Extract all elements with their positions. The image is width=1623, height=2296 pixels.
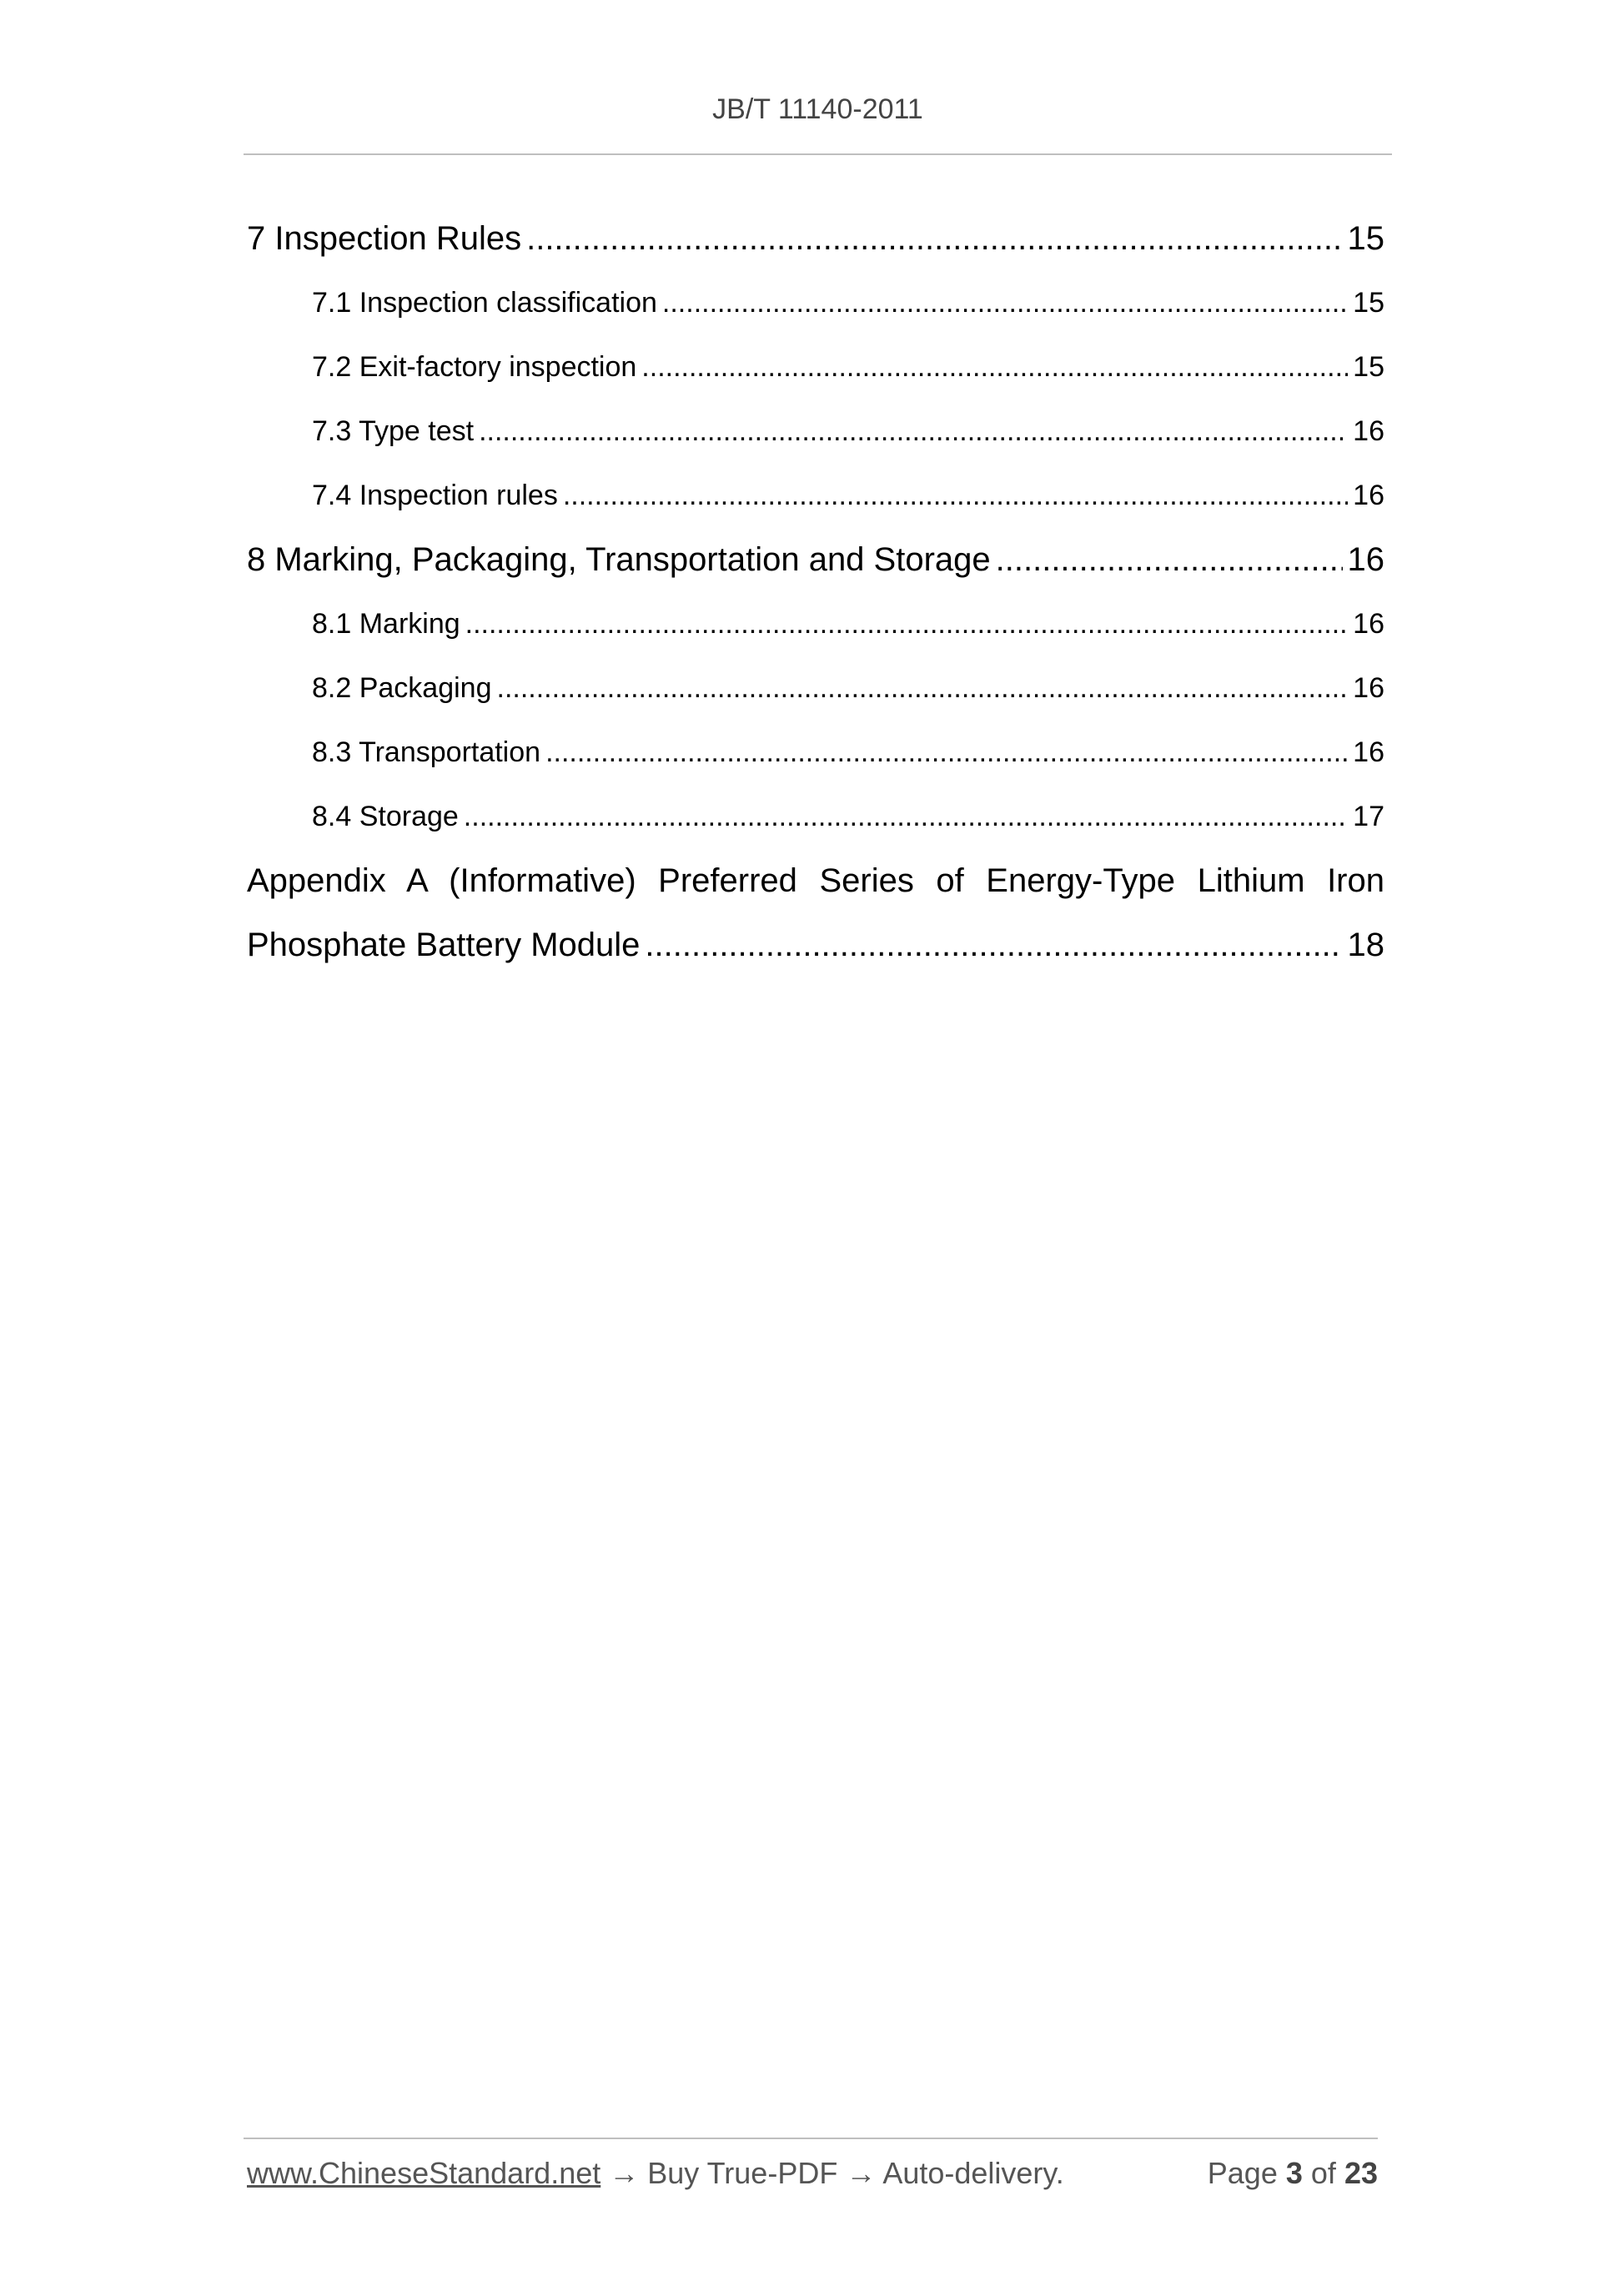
toc-entry-title: 8.2 Packaging xyxy=(312,672,492,704)
toc-entry-page: 16 xyxy=(1353,672,1384,704)
toc-entry-title: 8.1 Marking xyxy=(312,608,460,640)
footer-promo xyxy=(247,2156,1064,2191)
toc-leader-dots xyxy=(497,656,1349,721)
toc-entry-section-8[interactable] xyxy=(247,528,1384,592)
toc-entry-8-2[interactable] xyxy=(247,656,1384,721)
page-word: Page xyxy=(1207,2156,1278,2190)
toc-entry-7-2[interactable] xyxy=(247,335,1384,399)
toc-entry-page: 16 xyxy=(1353,480,1384,511)
page-total-number: 23 xyxy=(1344,2156,1378,2190)
website-link[interactable]: www.ChineseStandard.net xyxy=(247,2156,601,2190)
toc-entry-title: 7.1 Inspection classification xyxy=(312,287,657,319)
toc-entry-title-line2: Phosphate Battery Module xyxy=(247,927,641,963)
toc-entry-page: 16 xyxy=(1347,541,1384,578)
page-footer xyxy=(247,2156,1378,2191)
toc-entry-7-1[interactable] xyxy=(247,271,1384,335)
toc-entry-8-1[interactable] xyxy=(247,592,1384,656)
toc-entry-page: 16 xyxy=(1353,736,1384,768)
toc-leader-dots xyxy=(996,528,1343,592)
toc-entry-page: 15 xyxy=(1347,220,1384,257)
toc-entry-title: 8.3 Transportation xyxy=(312,736,541,768)
toc-entry-title: 8.4 Storage xyxy=(312,801,459,832)
toc-entry-title-line1: Appendix A (Informative) Preferred Series of Energy-Type Lithium Iron xyxy=(247,862,1384,899)
toc-entry-8-3[interactable] xyxy=(247,721,1384,785)
page-indicator xyxy=(1208,2156,1378,2191)
toc-leader-dots xyxy=(479,399,1348,464)
toc-leader-dots xyxy=(662,271,1348,335)
toc-entry-page: 15 xyxy=(1353,351,1384,383)
toc-entry-page: 18 xyxy=(1347,927,1384,963)
footer-tagline: → Buy True-PDF → Auto-delivery. xyxy=(600,2156,1064,2190)
of-word: of xyxy=(1310,2156,1336,2190)
toc-entry-8-4[interactable] xyxy=(247,785,1384,849)
toc-entry-title: 8 Marking, Packaging, Transportation and Storage xyxy=(247,541,991,578)
table-of-contents xyxy=(247,207,1384,977)
toc-leader-dots xyxy=(645,913,1342,977)
toc-leader-dots xyxy=(641,335,1348,399)
page-current-number: 3 xyxy=(1285,2156,1303,2190)
toc-entry-page: 15 xyxy=(1353,287,1384,319)
toc-leader-dots xyxy=(545,721,1348,785)
toc-entry-title: 7.3 Type test xyxy=(312,415,475,447)
toc-entry-appendix-a[interactable] xyxy=(247,849,1384,977)
toc-entry-7-4[interactable] xyxy=(247,464,1384,528)
toc-entry-page: 16 xyxy=(1353,608,1384,640)
toc-leader-dots xyxy=(563,464,1348,528)
toc-entry-section-7[interactable] xyxy=(247,207,1384,271)
toc-entry-title: 7.2 Exit-factory inspection xyxy=(312,351,637,383)
document-code-header: JB/T 11140-2011 xyxy=(712,93,923,125)
toc-entry-7-3[interactable] xyxy=(247,399,1384,464)
toc-leader-dots xyxy=(465,592,1349,656)
toc-entry-page: 16 xyxy=(1353,415,1384,447)
toc-leader-dots xyxy=(464,785,1348,849)
toc-entry-title: 7.4 Inspection rules xyxy=(312,480,558,511)
toc-entry-page: 17 xyxy=(1353,801,1384,832)
footer-divider xyxy=(244,2138,1378,2139)
toc-leader-dots xyxy=(526,207,1342,271)
header-divider xyxy=(244,153,1392,155)
toc-entry-title: 7 Inspection Rules xyxy=(247,220,522,257)
